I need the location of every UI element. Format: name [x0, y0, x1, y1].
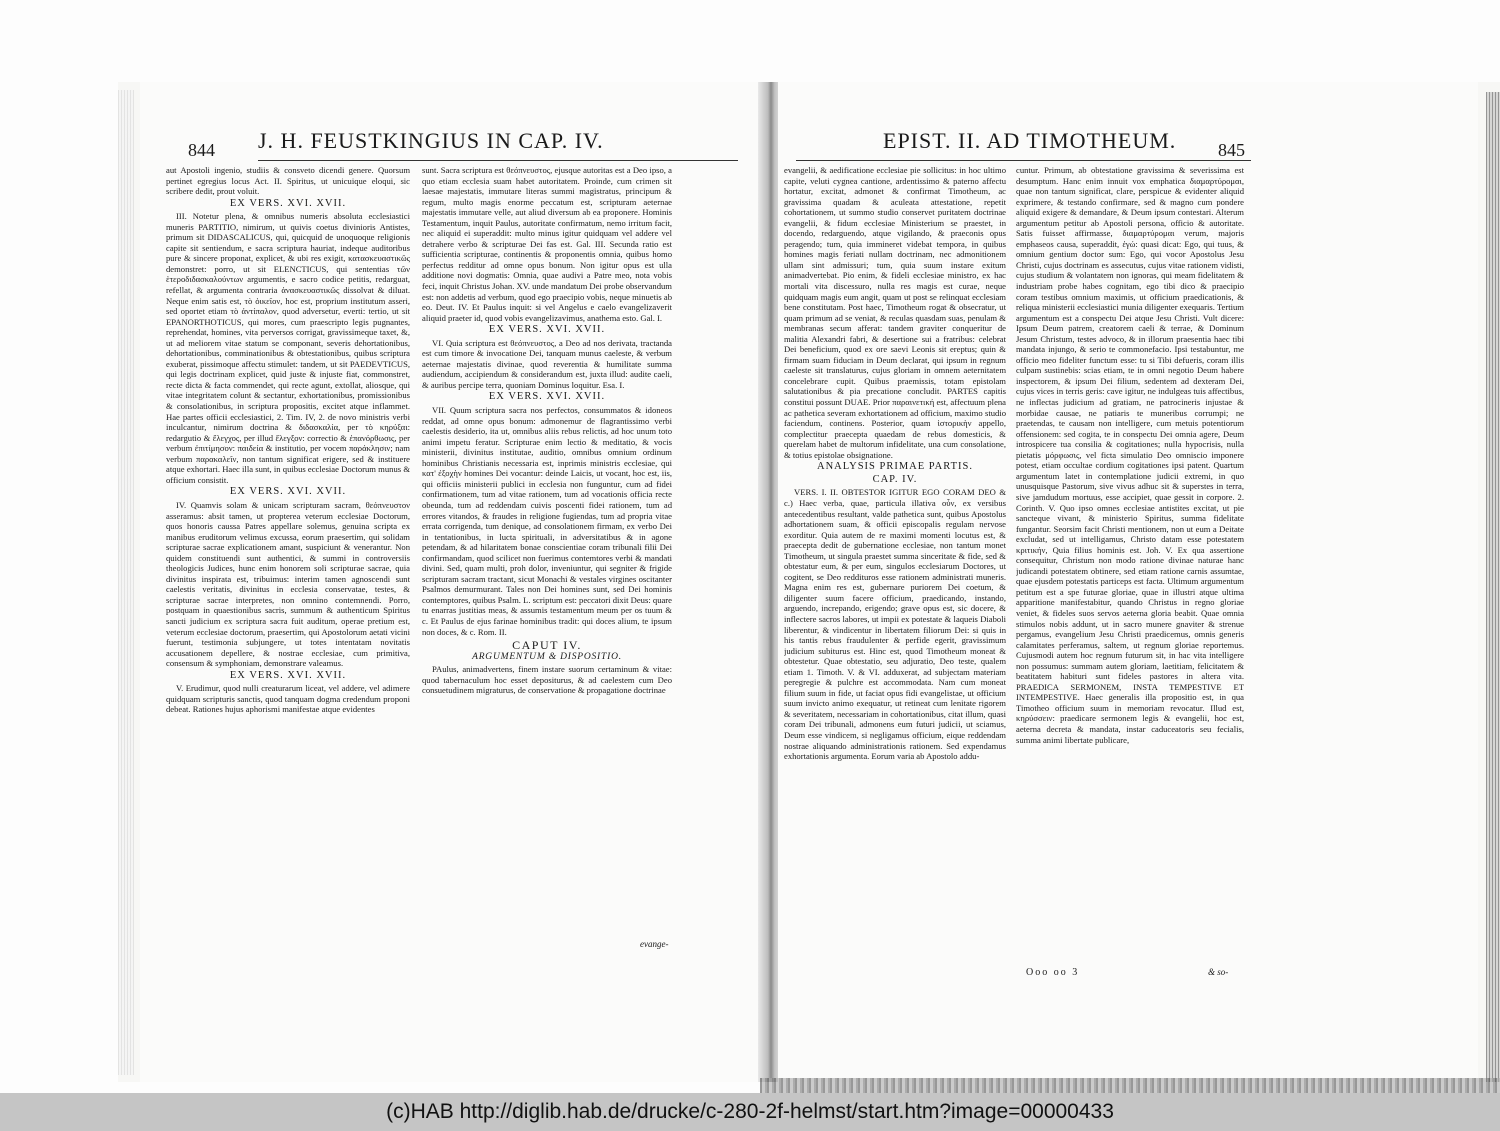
left-page-number: 844	[188, 140, 215, 160]
page-stack-edge	[760, 1078, 1500, 1093]
paragraph: III. Notetur plena, & omnibus numeris absoluta ecclesiastici muneris PARTITIO, nimirum, ut quivis coetus divinioris Antistes, primum sit DIDASCALICUS, qui, quicquid de unoquoque religionis capite sit sentiendum, e sacra scriptura hauriat, indeque auditoribus pure & sincere proponat, explicet, & ubi res exigit, κατασκευαστικῶς demonstret: porro, ut sit ELENCTICUS, qui sententias τῶν ἑτεροδιδασκαλούντων argumentis, e sacro codice petitis, redarguat, refellat, & argumenta contraria ἀνασκευαστικῶς dissolvat & diluat. Neque enim satis est, τὸ ὁικεῖον, hoc est, proprium institutum asseri, sed oportet etiam τὸ ἀντίπαλον, quod adversetur, everti: tertio, ut sit EPANORTHOTICUS, qui mores, cum praescripto legis pugnantes, reprehendat, homines, vita perversos corrigat, gravissimeque taxet, &, ut ad meliorem vitae statum se componant, severis dehortationibus, dehortationibus, comminationibus & obtestationibus, quibus scriptura exuberat, pissimoque affectu stimulet: tandem, ut sit PAEDEVTICUS, qui legis doctrinam explicet, quid juste & injuste fiat, commonstret, recte dicta & facta commendet, qui recte agunt, extollat, aliosque, qui vitae integritatem colunt & sectantur, exhortationibus, promissionibus & consolationibus, in scriptura propositis, excitet atque inflammet. Hae partes officii ecclesiastici, 2. Tim. IV, 2. de novo ministris verbi inculcantur, nimirum doctrina & διδασκαλία, per τὸ κηρύξαι: redargutio & ἔλεγχος, per illud ἔλεγξον: correctio & ἐπανόρθωσις, per verbum ἐπιτίμησον: παιδεία & institutio, per vocem παράκλησιν; nam verbum παρακαλεῖν, non tantum significat erigere, sed & instituere atque exhortari. Haec illa sunt, in quibus ecclesiae Doctorum munus & officium consistit.	[166, 211, 410, 485]
paragraph: VI. Quia scriptura est θεόπνευστος, a Deo ad nos derivata, tractanda est cum timore & invocatione Dei, tanquam munus caeleste, & verbum aeternae majestatis divinae, quod reverentia & humilitate summa audiendum, accipiendum & considerandum est, juxta illud: audite caeli, & auribus percipe terra, quoniam Dominus loquitur. Esa. I.	[422, 337, 672, 390]
book-spread	[118, 82, 1500, 1082]
section-heading: EX VERS. XVI. XVII.	[229, 486, 347, 498]
right-catchword: & so-	[1208, 967, 1229, 977]
section-heading: ANALYSIS PRIMAE PARTIS.	[817, 461, 973, 473]
left-page	[140, 82, 768, 1082]
paragraph: VII. Quum scriptura sacra nos perfectos, consummatos & idoneos reddat, ad omne opus bonum: admonemur de flagrantissimo verbi caelestis desiderio, ita ut, omnibus aliis rebus relictis, ad hoc unum toto animi impetu feratur. Scripturae enim lectio & meditatio, & vocis ministerii, divinitus institutae, auditio, omnibus omnium ordinum hominibus Christianis necessaria est, inprimis ministris ecclesiae, qui κατ' ἐξοχὴν homines Dei vocantur: deinde Laicis, ut vocant, hoc est, iis, qui officiis ministerii publici in ecclesia non funguntur, cum ad fidei confirmationem, tum ad vitae rationem, tum ad vocationis officia recte obeunda, tum ad reddendam cuivis poscenti fidei rationem, tum ad errores vitandos, & fraudes in religione fugiendas, tum ad propria vitae errata corrigenda, tum denique, ad consolationem firmam, ex verbo Dei in tentationibus, in lucta spirituali, in adversitatibus & in agone petendam, & ad hilaritatem bonae conscientiae coram tribunali filii Dei confirmandam, quod scilicet non fuerimus contemtores verbi & mandati divini. Sed, quam multi, proh dolor, inveniuntur, qui segniter & frigide scripturam sacram tractant, sicut Monachi & vestales virgines oscitanter Psalmos demurmurant. Tales non Dei homines sunt, sed Dei hominis contemptores, quibus Psalm. L. scriptum est: peccatori dixit Deus: quare tu enarras justitias meas, & assumis testamentum meum per os tuum & c. Et Paulus de ejus farinae hominibus tradit: qui doces alium, te ipsum non doces, & c. Rom. II.	[422, 405, 672, 637]
right-running-head: EPIST. II. AD TIMOTHEUM.	[883, 128, 1177, 153]
credit-link[interactable]: (c)HAB http://diglib.hab.de/drucke/c-280-2f-helmst/start.htm?image=00000433	[386, 1100, 1114, 1123]
left-head-rule	[258, 160, 738, 161]
paragraph: V. Erudimur, quod nulli creaturarum liceat, vel addere, vel adimere quidquam scripturis sanctis, quod tanquam dogma credendum proponi debeat. Rationes hujus aphorismi manifestae atque evidentes	[166, 683, 410, 715]
section-heading: CAP. IV.	[872, 473, 918, 485]
continued-paragraph: aut Apostoli ingenio, studiis & consveto dicendi genere. Quorsum pertinet egregius locus Act. II. Spiritus, ut unicuique eloqui, sic scribere dedit, prout voluit.	[166, 165, 410, 197]
chapter-heading: CAPUT IV.	[512, 638, 582, 653]
signature-mark: Ooo oo 3	[1026, 967, 1080, 978]
right-page-edge	[1486, 92, 1500, 1082]
left-page-column-1	[166, 165, 410, 937]
right-page-number: 845	[1218, 140, 1245, 160]
credit-bar	[0, 1093, 1500, 1131]
paragraph: PAulus, animadvertens, finem instare suorum certaminum & vitae: quod tabernaculum hoc esset depositurus, & ad caelestem cum Deo consuetudinem migraturus, de conservatione & propagatione doctrinae	[422, 664, 672, 696]
section-heading: EX VERS. XVI. XVII.	[229, 197, 347, 209]
section-heading: EX VERS. XVI. XVII.	[229, 669, 347, 681]
argument-heading: ARGUMENTUM & DISPOSITIO.	[472, 651, 622, 662]
right-head-rule	[796, 160, 1251, 161]
left-catchword: evange-	[640, 939, 669, 949]
section-heading: EX VERS. XVI. XVII.	[488, 391, 606, 403]
continued-paragraph: sunt. Sacra scriptura est θεόπνευστος, ejusque autoritas est a Deo ipso, a quo etiam ecclesia suam habet autoritatem. Proinde, cum crimen sit laesae majestatis, immutare literas summi magistratus, principum & regum, multo magis enorme peccatum est, scripturam aeternae majestatis immutare velle, aut aliud diversum ab ea proponere. Hominis Testamentum, inquit Paulus, autoritate confirmatum, nemo irritum facit, nec aliquid ei superaddit: multo minus igitur quidquam vel addere vel detrahere verbo & scripturae Dei fas est. Gal. III. Secunda ratio est sufficientia scripturae, continentis & proponentis omnia, quibus homo perfectus redditur ad omne opus bonum. Non igitur opus est ulla additione novi dogmatis: Omnia, quae audivi a Patre meo, nota vobis feci, inquit Christus Johan. XV. unde mandatum Dei probe observandum est: non addetis ad verbum, quod ego praecipio vobis, neque minuetis ab eo. Deut. IV. Et Paulus inquit: si vel Angelus e caelo evangelizaverit aliquid praeter id, quod vobis evangelizavimus, anathema esto. Gal. I.	[422, 165, 672, 323]
section-heading: EX VERS. XVI. XVII.	[488, 324, 606, 336]
right-page-column-2	[1016, 165, 1244, 965]
left-page-column-2	[422, 165, 672, 937]
right-page-column-1	[784, 165, 1006, 965]
right-page	[778, 82, 1478, 1082]
continued-paragraph: evangelii, & aedificatione ecclesiae pie sollicitus: in hoc ultimo capite, veluti cygnea cantione, ardentissimo & paterno affectu hortatur, excitat, admonet & confirmat Timotheum, ac gravissima quadam & aculeata attestatione, repetit cohortationem, ut summo studio conservet puritatem doctrinae evangelii, & fidum ecclesiae Ministerium se praestet, in docendo, redarguendo, atque vigilando, & praeconis opus peragendo; tum, quia immineret videbat tempora, in quibus homines magis feriati nullam doctrinam, nec admonitionem ullam sint admissuri; tum, quia suum instare exitum animadvertebat. Pio enim, & fideli ecclesiae ministro, ex hac mortali vita discessuro, nulla res magis est curae, neque quidquam magis eum angit, quam ut post se relinquat ecclesiam bene constitutam. Post haec, Timotheum rogat & obsecratur, ut quam primum ad se veniat, & reculas quasdam suas, penulam & membranas secum afferat: tandem graviter conqueritur de malitia Alexandri fabri, & desertione sui a fratribus: celebrat Dei beneficium, quod ex ore saevi Leonis sit ereptus; quin & firmam suam fiduciam in Deum declarat, qui ipsum in regnum caeleste sit translaturus, cujus gloriam in omnem aeternitatem concelebrare cupit. Quibus praemissis, totam epistolam salutationibus & pia precatione concludit. PARTES capitis constitui possunt DUAE. Prior παραινετική est, affectuum plena ac pathetica severam exhortationem ad officium, maximo studio faciendum, continens. Posterior, quam ἱστορικὴν appello, complectitur praecepta quaedam de rebus domesticis, & querelam habet de multorum infidelitate, una cum consolatione, & totius epistolae obsignatione.	[784, 165, 1006, 460]
left-running-head: J. H. FEUSTKINGIUS IN CAP. IV.	[258, 128, 604, 153]
paragraph: IV. Quamvis solam & unicam scripturam sacram, θεόπνευστον asseramus: absit tamen, ut propterea veterum ecclesiae Doctorum, quos honoris caussa Patres appellare solemus, genuina scripta ex manibus eruditorum velimus excussa, eorum praesertim, qui solidam scripturae sacrae explicationem amant, suspiciunt & venerantur. Non quidem constituendi sunt authentici, & summi in controversiis theologicis Judices, hunc enim honorem soli scripturae sacrae, quia divinitus inspirata est, tribuimus: interim tamen agnoscendi sunt caelestis veritatis, divinitus in ecclesia conservatae, testes, & scripturae sacrae interpretes, non omnino contemnendi. Porro, postquam in quaestionibus sacris, summum & authenticum Spiritus sancti judicium ex scriptura sacra fuit auditum, operae pretium est, veterum ecclesiae doctorum, praesertim, qui Apostolorum aetati vicini fuerunt, testimonia subjungere, ut totes intentatam novitatis accusationem depellere, & nostrae ecclesiae, cum primitiva, consensum & symphoniam, demonstrare valeamus.	[166, 499, 410, 669]
left-page-edge	[118, 90, 134, 1075]
continued-paragraph: cuntur. Primum, ab obtestatione gravissima & severissima est desumptum. Hanc enim innuit vox emphatica διαμαρτύρομαι, quae non tantum significat, clare, perspicue & evidenter aliquid exprimere, & testando confirmare, sed & magno cum pondere aliquid exigere & demandare, & Deum ipsum contestari. Alterum argumentum petitur ab Apostoli persona, officio & autoritate. Satis fuisset affirmasse, διαμαρτύρομαι verum, majoris emphaseos causa, superaddit, ἐγώ: quasi dicat: Ego, qui tuus, & omnium gentium doctor sum: Ego, qui vocor Apostolus Jesu Christi, cujus doctrinam es assecutus, cujus vitae rationem vidisti, cujus studium & volantatem non ignoras, qui meam fidelitatem & industriam probe habes cognitam, ego tibi dico & praecipio coram testibus omnium maximis, ut officium praedicationis, & reliqua ministerii ecclesiastici munia diligenter exequaris. Tertium argumentum est a conspectu Dei atque Jesu Christi. Vult dicere: Ipsum Deum patrem, creatorem caeli & terrae, & Dominum Jesum Christum, testes advoco, & in illorum praesentia haec tibi mandata injungo, & serio te commonefacio. Ipsi testabuntur, me officio meo fideliter functum esse: tu si Tibi defueris, coram illis culpam sustinebis: scias etiam, te in omni negotio Deum habere inspectorem, & ipsum Dei filium, sedentem ad dexteram Dei, cujus vices in terris geris: cave igitur, ne indulgeas tuis affectibus, ne inflectas judicium ad gratiam, ne patrocineris injustae & morbidae causae, ne patiaris te muneribus corrumpi; ne praetendas, te causam non intelligere, cum metuis potentiorum offensionem: sed cogita, te in conspectu Dei omnia agere, Deum introspicere tua consilia & cogitationes; nulla hypocrisis, nulla pietatis μόρφωσις, vel ficta simulatio Deo omniscio imponere potest, etiam occultae cordium cogitationes ipsi patent. Quartum argumentum latet in contemplatione judicii extremi, in quo unusquisque Pastorum, sive vivus adhuc sit & superstes in terra, sive jamdudum mortuus, esse accipiet, quae gessit in corpore. 2. Corinth. V. Quo ipso omnes ecclesiae antistites excitat, ut pie sancteque vivant, & ministerio Spiritus, summa fidelitate fungantur. Seorsim facit Christi mentionem, non ut eum a Deitate excludat, sed ut intelligamus, Christo datam esse potestatem κριτικήν, Quia filius hominis est. Joh. V. Ex qua assertione consequitur, Christum non modo ratione divinae naturae hanc judicandi potestatem obtinere, sed etiam ratione carnis assumtae, quae ejusdem potestatis particeps est facta. Ultimum argumentum petitum est a spe futurae gloriae, quae in illustri atque ultima apparitione manifestabitur, quando Christus in regno gloriae veniet, & fideles suos servos aeterna gloria beabit. Quae omnia stimulos nobis addunt, ut in sacro munere gnaviter & strenue pergamus, evangelium Jesu Christi praedicemus, omnis generis calamitates perferamus, saltem, ut regnum gloriae reportemus. Cujusmodi autem hoc regnum futurum sit, in hac vita intelligere non possumus: summam autem gloriam, laetitiam, felicitatem & beatitatem habituri sunt fideles pastores in altera vita. PRAEDICA SERMONEM, INSTA TEMPESTIVE ET INTEMPESTIVE. Haec generalis illa propositio est, in qua Timotheo officium suum in memoriam revocatur. Illud est, κηρύσσειν: praedicare sermonem legis & evangelii, hoc est, aeterna decreta & mandata, instar caduceatoris seu fecialis, summa animi libertate publicare,	[1016, 165, 1244, 745]
paragraph: VERS. I. II. OBTESTOR IGITUR EGO CORAM DEO & c.) Haec verba, quae, particula illativa οὖν, ex versibus antecedentibus resultant, valde pathetica sunt, quibus Apostolus adhortationem suam, & officii episcopalis regulam nervose exorditur. Quia autem de re maximi momenti locutus est, & praecepta dedit de gubernatione ecclesiae, non tantum monet Timotheum, ut singula praestet summa sinceritate & fide, sed & obtestatur eum, & per eum, singulos ecclesiarum Doctores, ut cogitent, se Deo reddituros esse rationem administrati muneris. Magna enim res est, gubernare puriorem Dei coetum, & diligenter suum facere officium, praedicando, instando, arguendo, increpando, erigendo; grave opus est, sic docere, & inflectere sacros labores, ut impii ex potestate & laqueis Diaboli liberentur, & vindicentur in libertatem filiorum Dei: si quis in his tantis rebus fraudulenter & perfide egerit, gravissimum judicium subiturus est. Hinc est, quod Timotheum moneat & obtestetur. Quae obtestatio, seu adjuratio, Deo teste, qualem etiam 1. Timoth. V. & VI. adduxerat, ad subjectam materiam peregregie & pulchre est accommodata. Nam cum moneat filium suum in fide, ut faciat opus fidi evangelistae, ut officium suum invicto animo exequatur, ut retineat cum lenitate rigorem & severitatem, necessariam in cohortationibus, citat illum, quasi coram Dei tribunali, admonens eum futuri judicii, ut sciamus, Deum esse vindicem, si negligamus officium, eique reddendam nostrae aliquando administrationis rationem. Sed expendamus exhortationis argumenta. Eorum varia ab Apostolo addu-	[784, 487, 1006, 762]
